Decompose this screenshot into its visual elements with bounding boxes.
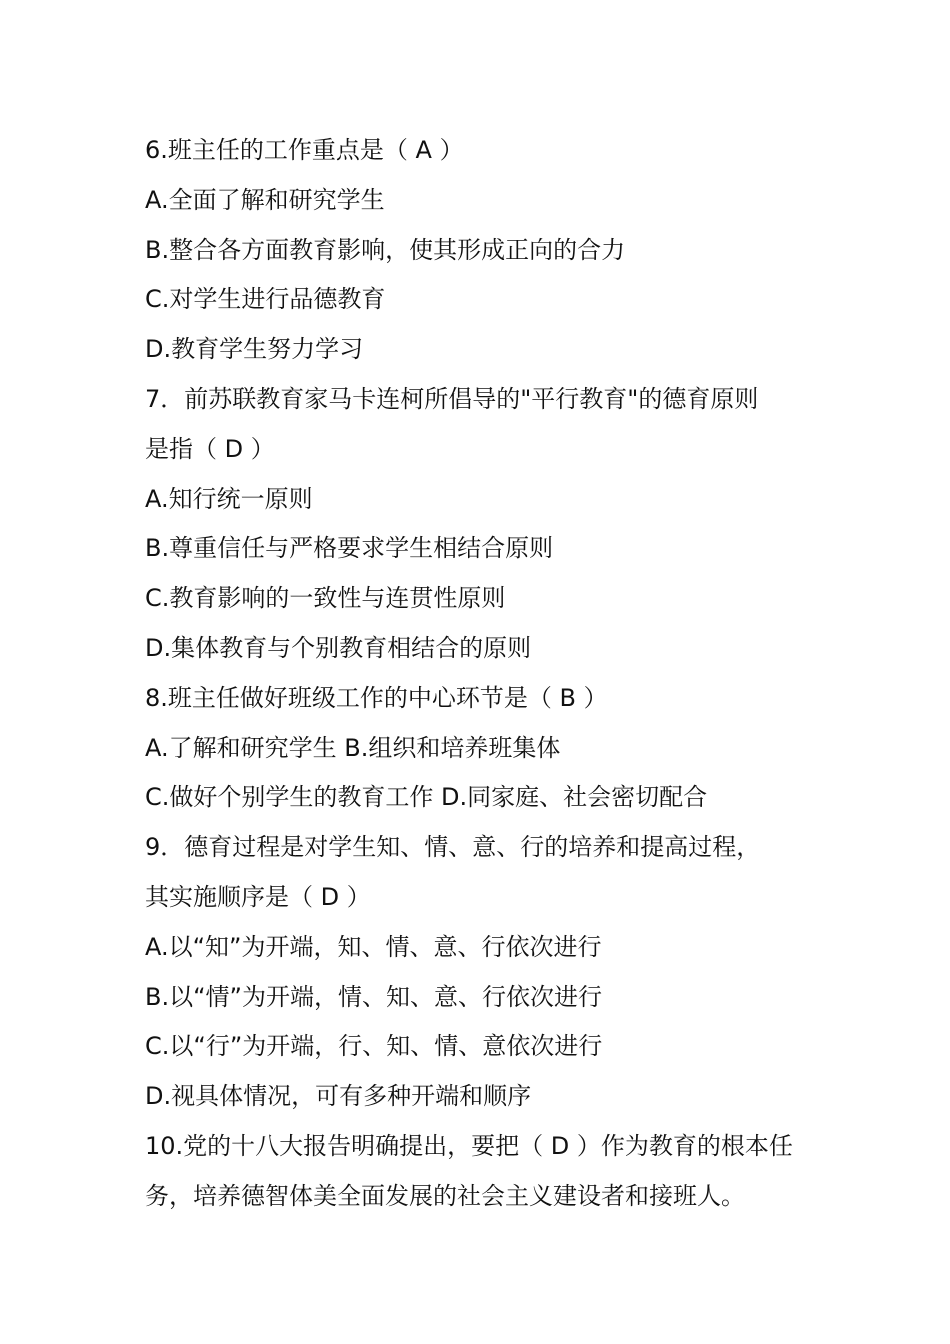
- question-9-option-d: D.视具体情况，可有多种开端和顺序: [145, 1082, 532, 1111]
- question-7-option-b: B.尊重信任与严格要求学生相结合原则: [145, 534, 554, 563]
- question-10-stem-line-2: 务，培养德智体美全面发展的社会主义建设者和接班人。: [145, 1181, 745, 1210]
- question-9-option-a: A.以“知”为开端，知、情、意、行依次进行: [145, 932, 602, 961]
- question-6-stem: 6.班主任的工作重点是（ A ）: [145, 136, 464, 164]
- question-10-stem-line-1: 10.党的十八大报告明确提出，要把（ D ）作为教育的根本任: [145, 1131, 793, 1160]
- question-9-stem-line-1: 9．德育过程是对学生知、情、意、行的培养和提高过程，: [145, 833, 761, 862]
- question-9-option-c: C.以“行”为开端，行、知、情、意依次进行: [145, 1032, 603, 1061]
- question-7-stem-line-1: 7．前苏联教育家马卡连柯所倡导的"平行教育"的德育原则: [145, 384, 759, 413]
- question-7-option-c: C.教育影响的一致性与连贯性原则: [145, 584, 506, 613]
- question-6-option-d: D.教育学生努力学习: [145, 335, 364, 364]
- question-6-option-c: C.对学生进行品德教育: [145, 285, 386, 314]
- question-6-option-a: A.全面了解和研究学生: [145, 185, 385, 214]
- question-6-option-b: B.整合各方面教育影响，使其形成正向的合力: [145, 235, 626, 264]
- question-9-stem-line-2: 其实施顺序是（ D ）: [145, 882, 371, 911]
- question-7-stem-line-2: 是指（ D ）: [145, 434, 275, 463]
- question-7-option-a: A.知行统一原则: [145, 484, 313, 513]
- question-8-options-c-d: C.做好个别学生的教育工作 D.同家庭、社会密切配合: [145, 783, 708, 812]
- question-9-option-b: B.以“情”为开端，情、知、意、行依次进行: [145, 982, 602, 1011]
- question-7-option-d: D.集体教育与个别教育相结合的原则: [145, 633, 532, 662]
- question-8-options-a-b: A.了解和研究学生 B.组织和培养班集体: [145, 733, 561, 762]
- document-body: [145, 126, 810, 1222]
- question-8-stem: 8.班主任做好班级工作的中心环节是（ B ）: [145, 683, 608, 712]
